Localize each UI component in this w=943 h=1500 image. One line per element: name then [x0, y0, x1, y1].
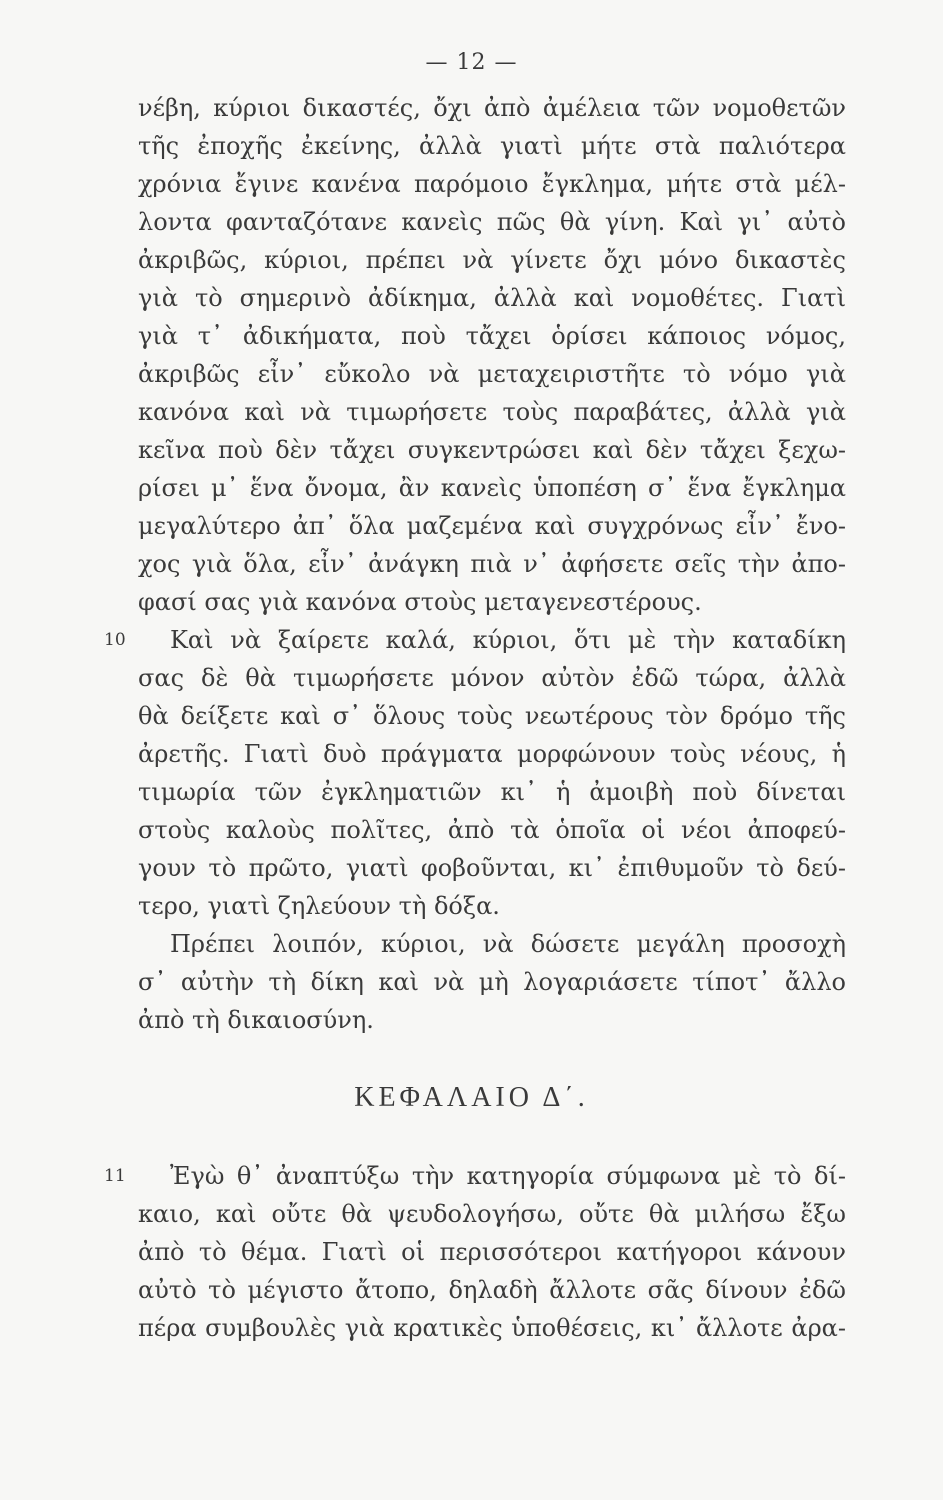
text-line: Ἐγὼ θ᾽ ἀναπτύξω τὴν κατηγορία σύμφωνα μὲ τὸ δί-	[170, 1162, 846, 1190]
text-line: τιμωρία τῶν ἐγκληματιῶν κι᾽ ἡ ἀμοιβὴ ποὺ δίνεται	[138, 778, 846, 806]
text-line: Πρέπει λοιπόν, κύριοι, νὰ δώσετε μεγάλη προσοχὴ	[170, 930, 846, 958]
text-line: θὰ δείξετε καὶ σ᾽ ὅλους τοὺς νεωτέρους τὸν δρόμο τῆς	[138, 702, 846, 730]
paragraph-3	[138, 925, 846, 1039]
text-line: λοντα φανταζότανε κανεὶς πῶς θὰ γίνη. Καὶ γι᾽ αὐτὸ	[138, 208, 846, 236]
text-line: χος γιὰ ὅλα, εἶν᾽ ἀνάγκη πιὰ ν᾽ ἀφήσετε σεῖς τὴν ἀπο-	[138, 550, 846, 578]
section-number-10: 10	[104, 630, 126, 650]
paragraph-2	[138, 621, 846, 925]
text-line: καιο, καὶ οὔτε θὰ ψευδολογήσω, οὔτε θὰ μιλήσω ἔξω	[138, 1200, 846, 1228]
text-line: τερο, γιατὶ ζηλεύουν τὴ δόξα.	[138, 892, 500, 920]
text-line: ἀπὸ τὴ δικαιοσύνη.	[138, 1006, 374, 1034]
text-line: Καὶ νὰ ξαίρετε καλά, κύριοι, ὅτι μὲ τὴν καταδίκη	[170, 626, 846, 654]
text-line: ἀκριβῶς εἶν᾽ εὔκολο νὰ μεταχειριστῆτε τὸ νόμο γιὰ	[138, 360, 846, 388]
text-line: μεγαλύτερο ἀπ᾽ ὅλα μαζεμένα καὶ συγχρόνως εἶν᾽ ἔνο-	[138, 512, 846, 540]
text-line: ἀκριβῶς, κύριοι, πρέπει νὰ γίνετε ὄχι μόνο δικαστὲς	[138, 246, 846, 274]
paragraph-1	[138, 89, 846, 621]
text-line: ἀπὸ τὸ θέμα. Γιατὶ οἱ περισσότεροι κατήγοροι κάνουν	[138, 1238, 846, 1266]
text-line: χρόνια ἔγινε κανένα παρόμοιο ἔγκλημα, μήτε στὰ μέλ-	[138, 170, 846, 198]
text-line: γουν τὸ πρῶτο, γιατὶ φοβοῦνται, κι᾽ ἐπιθυμοῦν τὸ δεύ-	[138, 854, 846, 882]
text-line: νέβη, κύριοι δικαστές, ὄχι ἀπὸ ἀμέλεια τῶν νομοθετῶν	[138, 94, 846, 122]
text-line: ἀρετῆς. Γιατὶ δυὸ πράγματα μορφώνουν τοὺς νέους, ἡ	[138, 740, 846, 768]
text-line: στοὺς καλοὺς πολῖτες, ἀπὸ τὰ ὁποῖα οἱ νέοι ἀποφεύ-	[138, 816, 846, 844]
chapter-heading: ΚΕΦΑΛΑΙΟ Δ΄.	[354, 1082, 589, 1113]
text-line: τῆς ἐποχῆς ἐκείνης, ἀλλὰ γιατὶ μήτε στὰ παλιότερα	[138, 132, 846, 160]
text-line: αὐτὸ τὸ μέγιστο ἄτοπο, δηλαδὴ ἄλλοτε σᾶς δίνουν ἐδῶ	[138, 1276, 846, 1304]
text-line: γιὰ τ᾽ ἀδικήματα, ποὺ τἄχει ὁρίσει κάποιος νόμος,	[138, 322, 846, 350]
text-line: γιὰ τὸ σημερινὸ ἀδίκημα, ἀλλὰ καὶ νομοθέτες. Γιατὶ	[138, 284, 846, 312]
paragraph-4	[138, 1157, 846, 1347]
section-number-11: 11	[104, 1166, 126, 1186]
text-line: σ᾽ αὐτὴν τὴ δίκη καὶ νὰ μὴ λογαριάσετε τίποτ᾽ ἄλλο	[138, 968, 846, 996]
page-number: — 12 —	[425, 50, 518, 75]
text-line: σας δὲ θὰ τιμωρήσετε μόνον αὐτὸν ἐδῶ τώρα, ἀλλὰ	[138, 664, 846, 692]
text-line: πέρα συμβουλὲς γιὰ κρατικὲς ὑποθέσεις, κι᾽ ἄλλοτε ἀρα-	[138, 1314, 846, 1342]
text-line: ρίσει μ᾽ ἕνα ὄνομα, ἂν κανεὶς ὑποπέση σ᾽ ἕνα ἔγκλημα	[138, 474, 846, 502]
text-line: κανόνα καὶ νὰ τιμωρήσετε τοὺς παραβάτες, ἀλλὰ γιὰ	[138, 398, 846, 426]
text-line: κεῖνα ποὺ δὲν τἄχει συγκεντρώσει καὶ δὲν τἄχει ξεχω-	[138, 436, 846, 464]
text-line: φασί σας γιὰ κανόνα στοὺς μεταγενεστέρους.	[138, 588, 702, 616]
